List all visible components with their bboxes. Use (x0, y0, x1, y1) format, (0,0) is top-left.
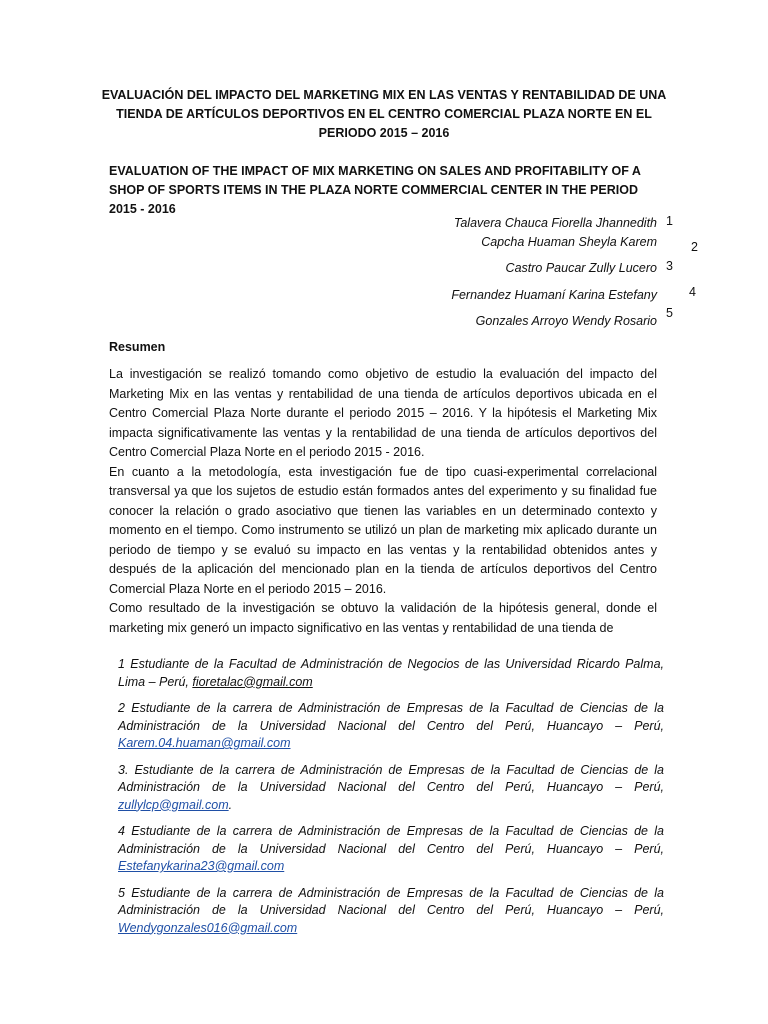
email-link[interactable]: fioretalac@gmail.com (192, 674, 313, 689)
author-affiliation-number: 4 (689, 285, 696, 299)
abstract-paragraph: En cuanto a la metodología, esta investigación fue de tipo cuasi-experimental correlacional transversal ya que los sujetos de estudio están formados antes del experimento y su finalidad fue conocer la relación o grado asociativo que tienen las variables en un determinado contexto y momento en el tiempo. Como instrumento se utilizó un plan de marketing mix aplicado durante un periodo de tiempo y se evaluó su impacto en las ventas y la rentabilidad obtenidos antes y después de la aplicación del mencionado plan en la tienda de artículos deportivos del Centro Comercial Plaza Norte en el periodo 2015 – 2016. (109, 464, 657, 596)
abstract-heading: Resumen (109, 340, 166, 354)
footnote-1 (118, 656, 664, 691)
author-affiliation-number: 5 (666, 306, 673, 320)
footnote-2 (118, 700, 664, 753)
footnote-trailing: . (228, 797, 233, 812)
email-link[interactable]: zullylcp@gmail.com (118, 797, 229, 812)
footnote-text: 2 Estudiante de la carrera de Administración de Empresas de la Facultad de Ciencias de la Administración de la Universidad Nacional del Centro del Perú, Huancayo – Perú, (118, 701, 664, 733)
footnote-text: 1 Estudiante de la Facultad de Administración de Negocios de las Universidad Ricardo Palma, Lima – Perú, (118, 657, 664, 689)
title-spanish: EVALUACIÓN DEL IMPACTO DEL MARKETING MIX EN LAS VENTAS Y RENTABILIDAD DE UNA TIENDA DE ARTÍCULOS DEPORTIVOS EN EL CENTRO COMERCIAL PLAZA NORTE EN EL PERIODO 2015 – 2016 (101, 88, 667, 140)
abstract-paragraph: Como resultado de la investigación se obtuvo la validación de la hipótesis general, donde el marketing mix generó un impacto significativo en las ventas y rentabilidad de una tienda de (109, 601, 657, 635)
footnote-text: 3. Estudiante de la carrera de Administración de Empresas de la Facultad de Ciencias de la Administración de la Universidad Nacional del Centro del Perú, Huancayo – Perú, (118, 762, 664, 794)
author-name: Gonzales Arroyo Wendy Rosario (475, 314, 657, 328)
footnote-text: 4 Estudiante de la carrera de Administración de Empresas de la Facultad de Ciencias de la Administración de la Universidad Nacional del Centro del Perú, Huancayo – Perú, (118, 824, 664, 856)
footnote-4 (118, 823, 664, 876)
email-link[interactable]: Estefanykarina23@gmail.com (118, 859, 285, 873)
author-affiliation-number: 1 (666, 214, 673, 228)
abstract-body (109, 365, 657, 635)
footnote-3 (118, 762, 664, 815)
author-name: Capcha Huaman Sheyla Karem (481, 235, 657, 249)
footnotes (118, 656, 664, 935)
author-affiliation-number: 2 (691, 240, 698, 254)
author-name: Fernandez Huamaní Karina Estefany (451, 288, 657, 302)
author-name: Talavera Chauca Fiorella Jhannedith (453, 216, 657, 230)
title-english: EVALUATION OF THE IMPACT OF MIX MARKETING ON SALES AND PROFITABILITY OF A SHOP OF SPORTS ITEMS IN THE PLAZA NORTE COMMERCIAL CENTER IN THE PERIOD 2015 - 2016 (109, 164, 641, 216)
footnote-text: 5 Estudiante de la carrera de Administración de Empresas de la Facultad de Ciencias de la Administración de la Universidad Nacional del Centro del Perú, Huancayo – Perú, (118, 885, 664, 917)
email-link[interactable]: Wendygonzales016@gmail.com (118, 920, 298, 935)
footnote-5 (118, 885, 664, 938)
author-affiliation-number: 3 (666, 259, 673, 273)
abstract-paragraph: La investigación se realizó tomando como objetivo de estudio la evaluación del impacto del Marketing Mix en las ventas y rentabilidad de una tienda de artículos deportivos ubicada en el Centro Comercial Plaza Norte durante el periodo 2015 – 2016. Y la hipótesis el Marketing Mix impacta significativamente las ventas y la rentabilidad de una tienda de artículos deportivos del Centro Comercial Plaza Norte en el periodo 2015 - 2016. (109, 367, 657, 459)
author-name: Castro Paucar Zully Lucero (505, 261, 657, 275)
email-link[interactable]: Karem.04.huaman@gmail.com (118, 736, 291, 750)
